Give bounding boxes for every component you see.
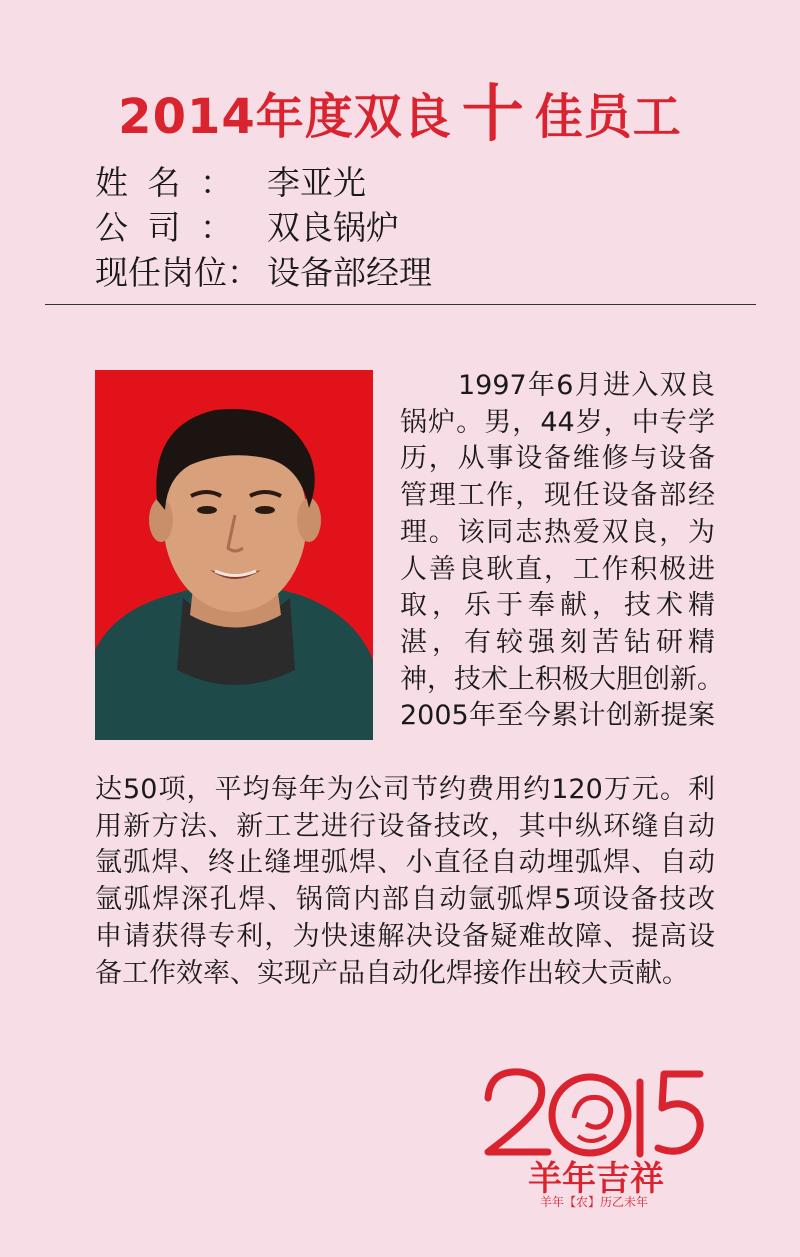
- title-suffix: 佳员工: [534, 89, 682, 145]
- company-value: 双良锅炉: [267, 208, 399, 247]
- description-line: 2005年至今累计创新提案: [400, 700, 715, 732]
- description-line: 用新方法、新工艺进行设备技改，其中纵环缝自动: [95, 810, 715, 842]
- employee-photo: [95, 370, 373, 740]
- position-value: 设备部经理: [267, 253, 432, 292]
- title-ten: 十: [461, 77, 525, 150]
- description-line: 神，技术上积极大胆创新。: [400, 663, 724, 695]
- description-line: 管理工作，现任设备部经: [400, 480, 715, 512]
- description-line: 湛，有较强刻苦钻研精: [400, 626, 715, 658]
- info-row-position: [95, 250, 432, 295]
- logo-caption: 羊年【农】历乙未年: [540, 1195, 649, 1209]
- description-line: 达50项，平均每年为公司节约费用约120万元。利: [95, 774, 715, 805]
- description-line: 历，从事设备维修与设备: [400, 443, 715, 475]
- description-wrapped: [400, 368, 724, 735]
- logo-slogan: 羊年吉祥: [528, 1159, 664, 1199]
- description-line: 人善良耿直，工作积极进: [400, 553, 715, 585]
- employee-info: [95, 160, 432, 295]
- company-label: 公司：: [95, 208, 233, 247]
- description-line: 申请获得专利，为快速解决设备疑难故障、提高设: [95, 920, 715, 952]
- description-full: [95, 772, 715, 992]
- description-line: 备工作效率、实现产品自动化焊接作出较大贡献。: [95, 957, 689, 989]
- description-line: 锅炉。男，44岁，中专学: [400, 406, 715, 438]
- description-line: 1997年6月进入双良: [458, 370, 715, 401]
- description-line: 理。该同志热爱双良，为: [400, 516, 715, 548]
- description-line: 取，乐于奉献，技术精: [400, 590, 715, 622]
- name-value: 李亚光: [267, 163, 366, 202]
- description-line: 氩弧焊深孔焊、锅筒内部自动氩弧焊5项设备技改: [95, 884, 715, 916]
- page-title: [0, 62, 800, 151]
- title-prefix: 2014年度双良: [118, 89, 452, 145]
- description-line: 氩弧焊、终止缝埋弧焊、小直径自动埋弧焊、自动: [95, 847, 715, 879]
- divider: [45, 304, 756, 305]
- position-label: 现任岗位：: [95, 253, 260, 292]
- name-label: 姓名：: [95, 163, 233, 202]
- info-row-company: [95, 205, 432, 250]
- info-row-name: [95, 160, 432, 205]
